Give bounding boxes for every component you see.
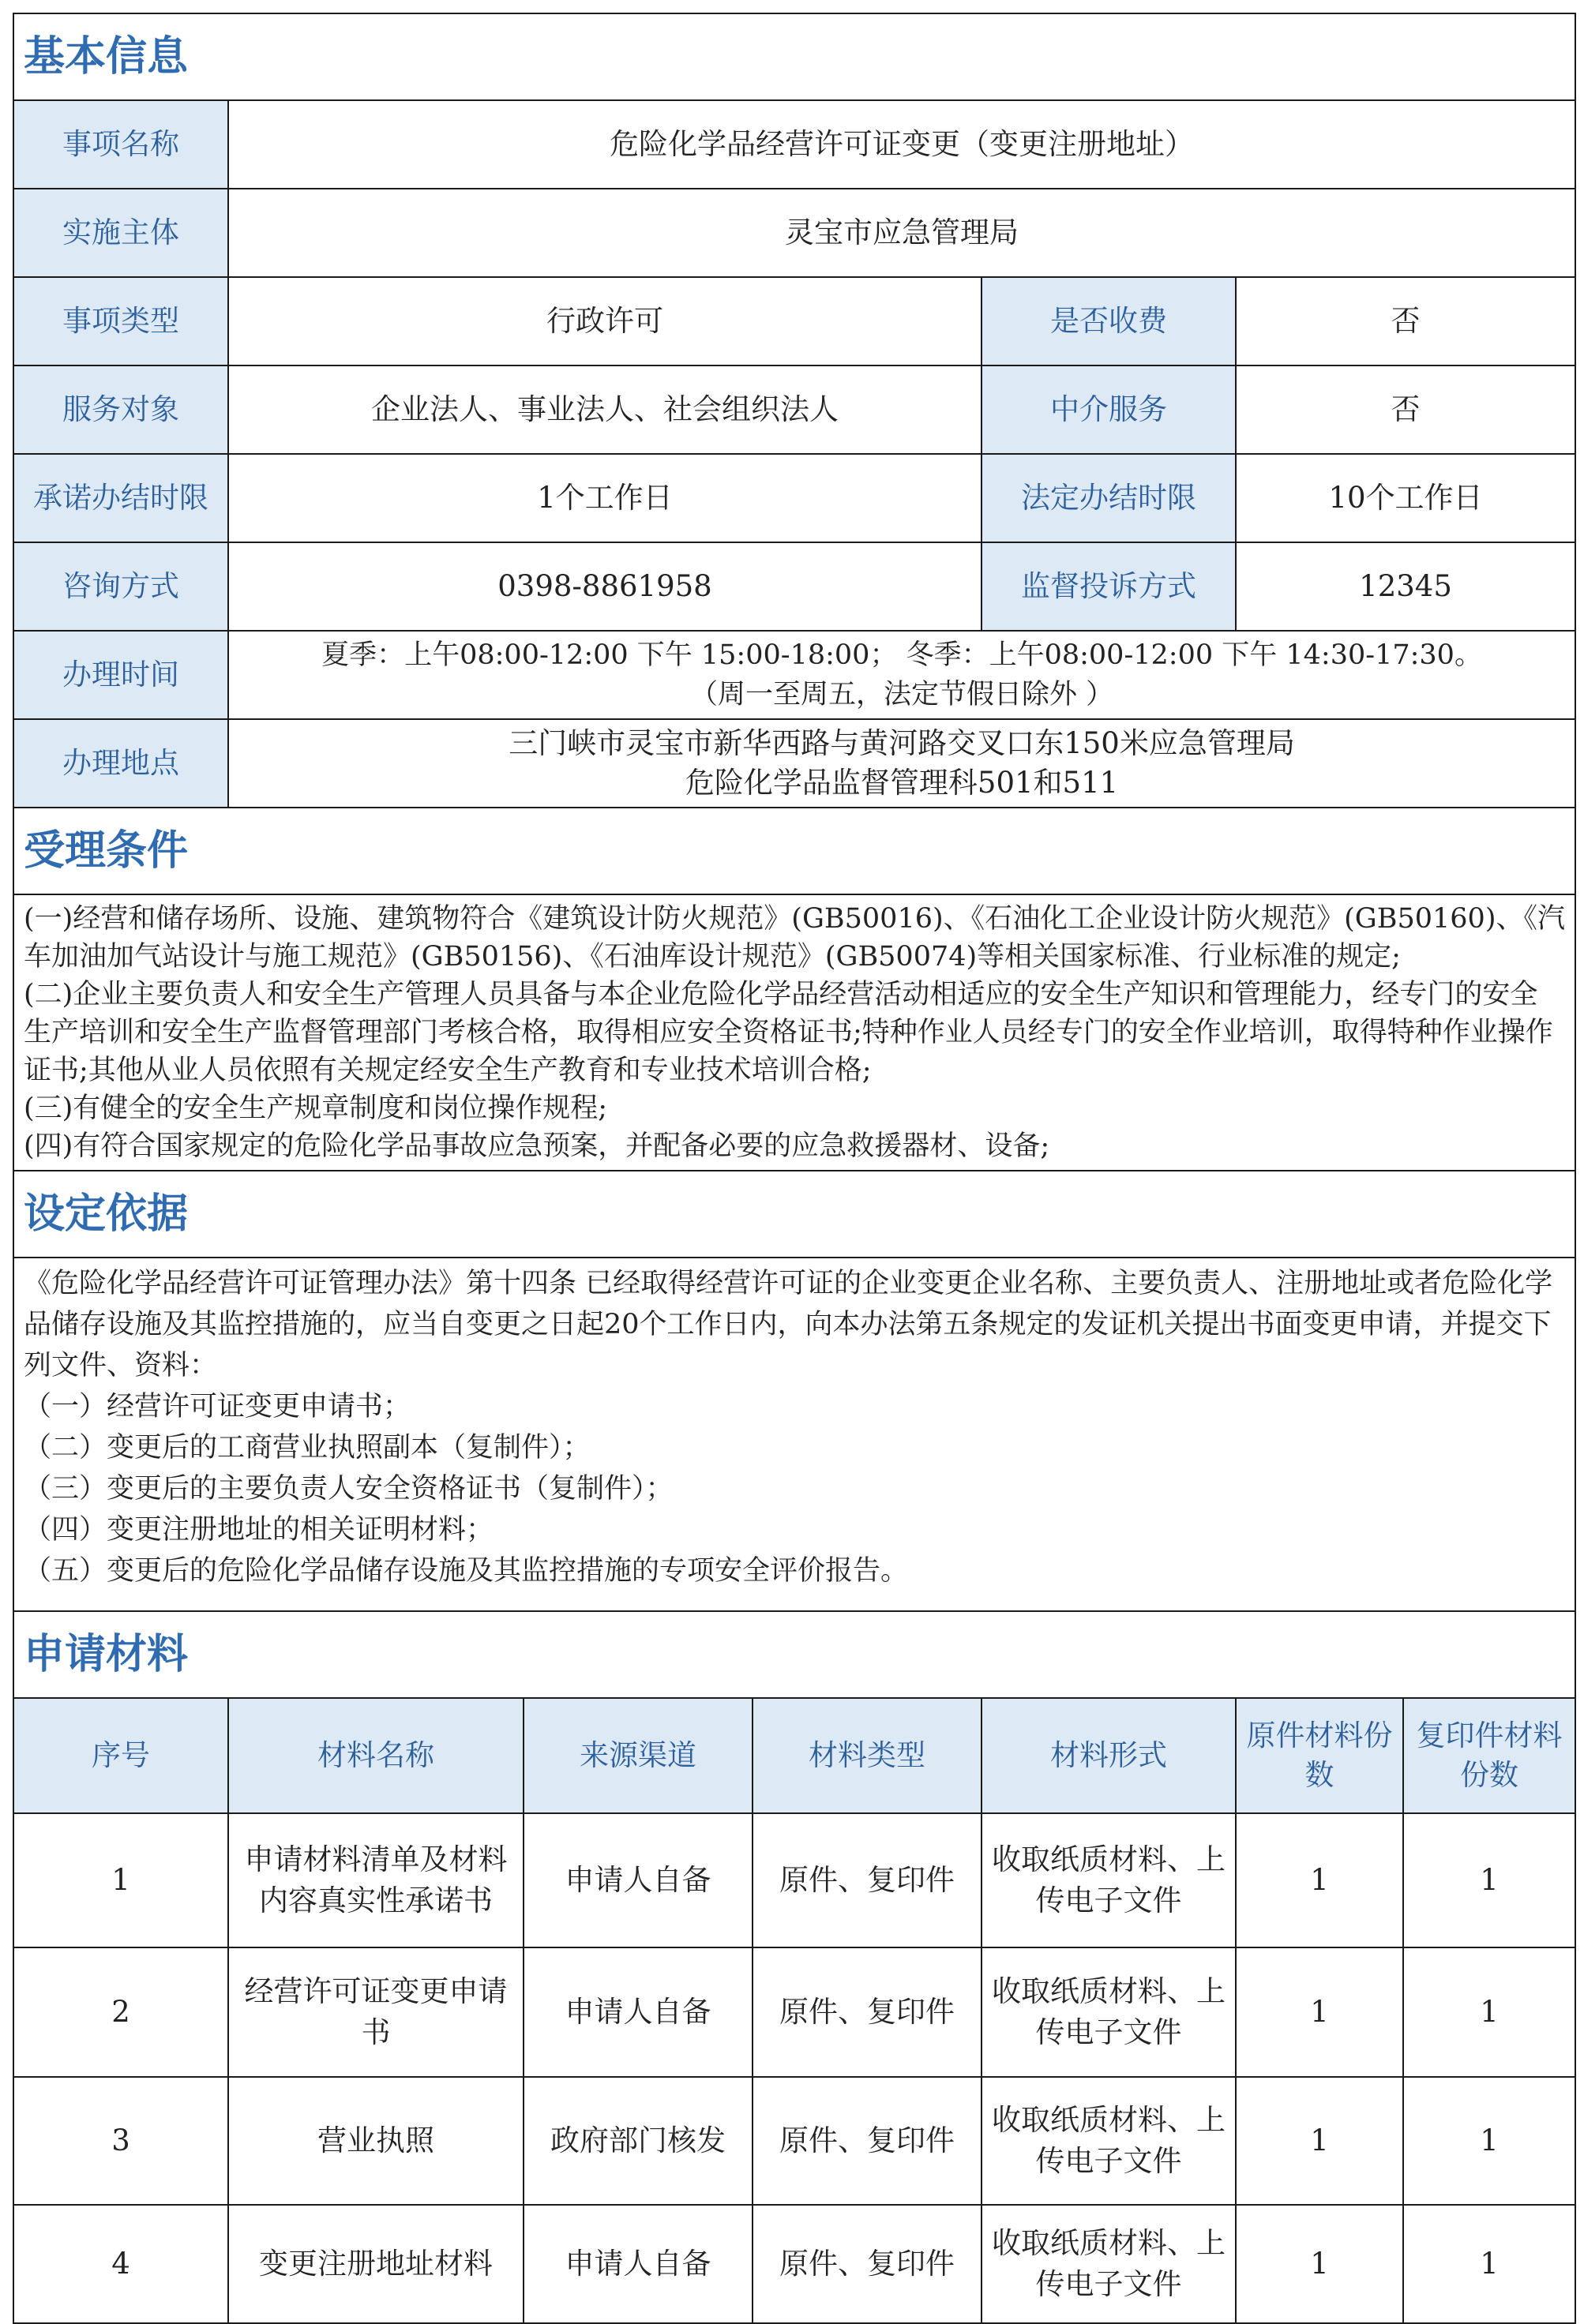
- conditions-heading: 受理条件: [13, 808, 1575, 894]
- row-no: 4: [13, 2205, 228, 2323]
- row-type: 原件、复印件: [753, 2077, 982, 2205]
- condition-item: (二)企业主要负责人和安全生产管理人员具备与本企业危险化学品经营活动相适应的安全生产知识和管理能力，经专门的安全生产培训和安全生产监督管理部门考核合格，取得相应安全资格证书;特种作业人员经专门的安全作业培训，取得特种作业操作证书;其他从业人员依照有关规定经安全生产教育和专业技术培训合格;: [24, 979, 1553, 1086]
- basis-item: （二）变更后的工商营业执照副本（复制件）；: [24, 1432, 591, 1464]
- row-copy-count: 1: [1403, 2077, 1575, 2205]
- row-source: 申请人自备: [524, 2205, 753, 2323]
- col-header-source: 来源渠道: [524, 1698, 753, 1813]
- item-name-value: 危险化学品经营许可证变更（变更注册地址）: [228, 100, 1575, 189]
- row-name: 营业执照: [228, 2077, 524, 2205]
- row-source: 申请人自备: [524, 1813, 753, 1947]
- condition-item: (一)经营和储存场所、设施、建筑物符合《建筑设计防火规范》(GB50016)、《石油化工企业设计防火规范》(GB50160)、《汽车加油加气站设计与施工规范》(GB50156)、《石油库设计规范》(GB50074)等相关国家标准、行业标准的规定;: [24, 903, 1565, 973]
- hours-value: [228, 631, 1575, 719]
- basis-heading: 设定依据: [13, 1171, 1575, 1258]
- col-header-copy-count: 复印件材料份数: [1403, 1698, 1575, 1813]
- hours-line-1: 夏季：上午08:00-12:00 下午 15:00-18:00； 冬季：上午08:00-12:00 下午 14:30-17:30。: [321, 639, 1482, 671]
- col-header-no: 序号: [13, 1698, 228, 1813]
- complaint-value: 12345: [1236, 542, 1575, 631]
- basic-info-heading: 基本信息: [13, 13, 1575, 100]
- row-name: 申请材料清单及材料内容真实性承诺书: [228, 1813, 524, 1947]
- row-form: 收取纸质材料、上传电子文件: [982, 1947, 1236, 2077]
- intermediary-value: 否: [1236, 365, 1575, 454]
- materials-heading: 申请材料: [13, 1611, 1575, 1698]
- row-orig-count: 1: [1236, 2077, 1403, 2205]
- promised-time-value: 1个工作日: [228, 454, 982, 542]
- service-target-value: 企业法人、事业法人、社会组织法人: [228, 365, 982, 454]
- basis-item: （三）变更后的主要负责人安全资格证书（复制件）；: [24, 1473, 674, 1505]
- location-line-1: 三门峡市灵宝市新华西路与黄河路交叉口东150米应急管理局: [509, 726, 1295, 760]
- row-name: 变更注册地址材料: [228, 2205, 524, 2323]
- row-no: 3: [13, 2077, 228, 2205]
- service-guide-sheet: [13, 13, 1575, 2324]
- table-row: [13, 1813, 1575, 1947]
- hours-label: 办理时间: [13, 631, 228, 719]
- service-target-label: 服务对象: [13, 365, 228, 454]
- condition-item: (三)有健全的安全生产规章制度和岗位操作规程;: [24, 1093, 608, 1124]
- row-type: 原件、复印件: [753, 1947, 982, 2077]
- legal-time-label: 法定办结时限: [982, 454, 1236, 542]
- item-type-label: 事项类型: [13, 277, 228, 365]
- row-no: 2: [13, 1947, 228, 2077]
- basis-item: （五）变更后的危险化学品储存设施及其监控措施的专项安全评价报告。: [24, 1555, 909, 1587]
- condition-item: (四)有符合国家规定的危险化学品事故应急预案，并配备必要的应急救援器材、设备;: [24, 1130, 1050, 1162]
- basis-item: 《危险化学品经营许可证管理办法》第十四条 已经取得经营许可证的企业变更企业名称、主要负责人、注册地址或者危险化学品储存设施及其监控措施的，应当自变更之日起20个工作日内，向本办法第五条规定的发证机关提出书面变更申请，并提交下列文件、资料：: [24, 1268, 1553, 1381]
- row-form: 收取纸质材料、上传电子文件: [982, 1813, 1236, 1947]
- authority-label: 实施主体: [13, 189, 228, 277]
- row-source: 政府部门核发: [524, 2077, 753, 2205]
- row-copy-count: 1: [1403, 2205, 1575, 2323]
- authority-value: 灵宝市应急管理局: [228, 189, 1575, 277]
- row-form: 收取纸质材料、上传电子文件: [982, 2205, 1236, 2323]
- row-type: 原件、复印件: [753, 2205, 982, 2323]
- table-row: [13, 1947, 1575, 2077]
- location-label: 办理地点: [13, 719, 228, 808]
- basis-item: （四）变更注册地址的相关证明材料；: [24, 1514, 494, 1546]
- basis-text: [13, 1258, 1575, 1611]
- row-form: 收取纸质材料、上传电子文件: [982, 2077, 1236, 2205]
- row-orig-count: 1: [1236, 1813, 1403, 1947]
- row-copy-count: 1: [1403, 1947, 1575, 2077]
- table-row: [13, 2077, 1575, 2205]
- location-value: [228, 719, 1575, 808]
- row-orig-count: 1: [1236, 1947, 1403, 2077]
- item-name-label: 事项名称: [13, 100, 228, 189]
- row-orig-count: 1: [1236, 2205, 1403, 2323]
- row-copy-count: 1: [1403, 1813, 1575, 1947]
- row-type: 原件、复印件: [753, 1813, 982, 1947]
- item-type-value: 行政许可: [228, 277, 982, 365]
- basis-item: （一）经营许可证变更申请书；: [24, 1391, 411, 1423]
- col-header-name: 材料名称: [228, 1698, 524, 1813]
- col-header-orig-count: 原件材料份数: [1236, 1698, 1403, 1813]
- col-header-type: 材料类型: [753, 1698, 982, 1813]
- conditions-text: [13, 894, 1575, 1171]
- promised-time-label: 承诺办结时限: [13, 454, 228, 542]
- row-source: 申请人自备: [524, 1947, 753, 2077]
- complaint-label: 监督投诉方式: [982, 542, 1236, 631]
- consult-label: 咨询方式: [13, 542, 228, 631]
- charge-value: 否: [1236, 277, 1575, 365]
- intermediary-label: 中介服务: [982, 365, 1236, 454]
- hours-line-2: （周一至周五，法定节假日除外 ）: [689, 679, 1114, 710]
- location-line-2: 危险化学品监督管理科501和511: [685, 766, 1119, 800]
- legal-time-value: 10个工作日: [1236, 454, 1575, 542]
- table-row: [13, 2205, 1575, 2323]
- charge-label: 是否收费: [982, 277, 1236, 365]
- service-guide-table: [13, 13, 1576, 2324]
- row-no: 1: [13, 1813, 228, 1947]
- row-name: 经营许可证变更申请书: [228, 1947, 524, 2077]
- col-header-form: 材料形式: [982, 1698, 1236, 1813]
- consult-value: 0398-8861958: [228, 542, 982, 631]
